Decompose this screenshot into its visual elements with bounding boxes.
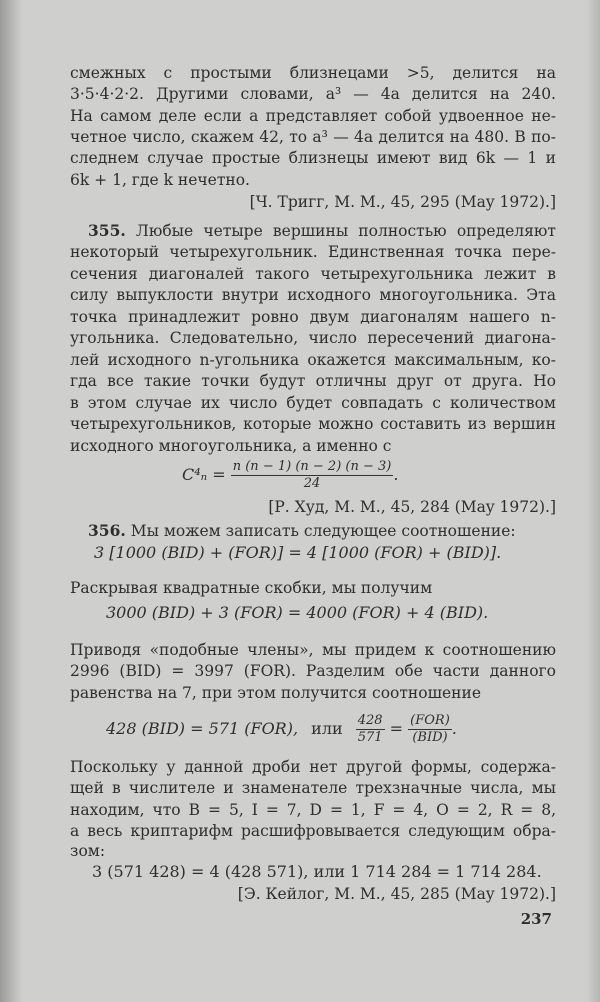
page-edge-shadow bbox=[0, 0, 22, 1002]
text-line: На самом деле если a представляет собой удвоенное не- bbox=[70, 107, 556, 125]
text-line: 6k + 1, где k нечетно. bbox=[70, 171, 250, 189]
text-line: некоторый четырехугольник. Единственная точка пере- bbox=[70, 243, 556, 261]
text-line: зом: bbox=[70, 842, 106, 860]
denominator: 24 bbox=[303, 476, 321, 491]
problem-number: 355. bbox=[88, 221, 126, 240]
equation: 3 (571 428) = 4 (428 571), или 1 714 284 = 1 714 284. bbox=[92, 862, 542, 881]
text-line: угольника. Следовательно, число пересечений диагона- bbox=[70, 329, 556, 347]
formula-lhs: C⁴ₙ = bbox=[182, 465, 226, 484]
equation-left: 428 (BID) = 571 (FOR), bbox=[106, 719, 299, 738]
numerator: (FOR) bbox=[410, 713, 450, 728]
fraction bbox=[408, 713, 452, 746]
text-line: Любые четыре вершины полностью определяют bbox=[135, 222, 556, 240]
text-line: гда все такие точки будут отличны друг от друга. Но bbox=[70, 372, 556, 390]
text-line: четырехугольников, которые можно составить из вершин bbox=[70, 415, 556, 433]
fraction bbox=[356, 713, 385, 746]
text-line: Поскольку у данной дроби нет другой формы, содержа- bbox=[70, 758, 556, 776]
word-or: или bbox=[311, 719, 343, 738]
text-line: а весь криптарифм расшифровывается следующим обра- bbox=[70, 822, 556, 840]
text-line: точка принадлежит ровно двум диагоналям нашего n- bbox=[70, 308, 556, 326]
text-line: 2996 (BID) = 3997 (FOR). Разделим обе части данного bbox=[70, 662, 556, 680]
text-line: Мы можем записать следующее соотношение: bbox=[130, 522, 516, 540]
text-line: силу выпуклости внутри исходного многоугольника. Эта bbox=[70, 286, 556, 304]
page-number: 237 bbox=[520, 910, 552, 928]
equation-ratio: 428 (BID) = 571 (FOR), или $\frac{428}{571}$ = $\frac{\text{(FOR)}}{\text{(BID)}}$ . bbox=[106, 713, 457, 745]
text-line: следнем случае простые близнецы имеют вид 6k — 1 и bbox=[70, 149, 556, 167]
text-line: Раскрывая квадратные скобки, мы получим bbox=[70, 579, 433, 597]
equation: 3000 (BID) + 3 (FOR) = 4000 (FOR) + 4 (BID). bbox=[106, 603, 489, 622]
citation: [Р. Худ, M. M., 45, 284 (May 1972).] bbox=[268, 498, 556, 516]
text-line: лей исходного n-угольника окажется максимальным, ко- bbox=[70, 351, 556, 369]
denominator: (BID) bbox=[412, 730, 448, 745]
text-line: щей в числителе и знаменателе трехзначные числа, мы bbox=[70, 779, 556, 797]
text-line: находим, что B = 5, I = 7, D = 1, F = 4, O = 2, R = 8, bbox=[70, 801, 556, 819]
problem-355-first-line bbox=[88, 221, 556, 241]
text-line: смежных с простыми близнецами >5, делится на bbox=[70, 64, 556, 82]
numerator: n (n − 1) (n − 2) (n − 3) bbox=[232, 459, 392, 474]
numerator: 428 bbox=[357, 713, 383, 728]
citation: [Ч. Тригг, M. M., 45, 295 (May 1972).] bbox=[249, 193, 556, 211]
fraction bbox=[231, 459, 394, 492]
text-line: равенства на 7, при этом получится соотношение bbox=[70, 684, 482, 702]
denominator: 571 bbox=[357, 730, 383, 745]
text-line: четное число, скажем 42, то a³ — 4a делится на 480. В по- bbox=[70, 128, 556, 146]
text-line: сечения диагоналей такого четырехугольника лежит в bbox=[70, 265, 556, 283]
problem-356-first-line bbox=[88, 521, 556, 541]
text-line: 3·5·4·2·2. Другими словами, a³ — 4a делится на 240. bbox=[70, 85, 556, 103]
page-edge-shadow bbox=[586, 0, 600, 1002]
equation: 3 [1000 (BID) + (FOR)] = 4 [1000 (FOR) + (BID)]. bbox=[94, 543, 502, 562]
text-line: Приводя «подобные члены», мы придем к соотношению bbox=[70, 641, 556, 659]
formula-combinations: C⁴ₙ = $\frac{n (n - 1) (n - 2) (n - 3)}{24}$ . bbox=[182, 459, 399, 491]
text-line: исходного многоугольника, а именно с bbox=[70, 437, 392, 455]
citation: [Э. Кейлог, M. M., 45, 285 (May 1972).] bbox=[237, 885, 556, 903]
problem-number: 356. bbox=[88, 521, 126, 540]
text-line: в этом случае их число будет совпадать с количеством bbox=[70, 394, 556, 412]
